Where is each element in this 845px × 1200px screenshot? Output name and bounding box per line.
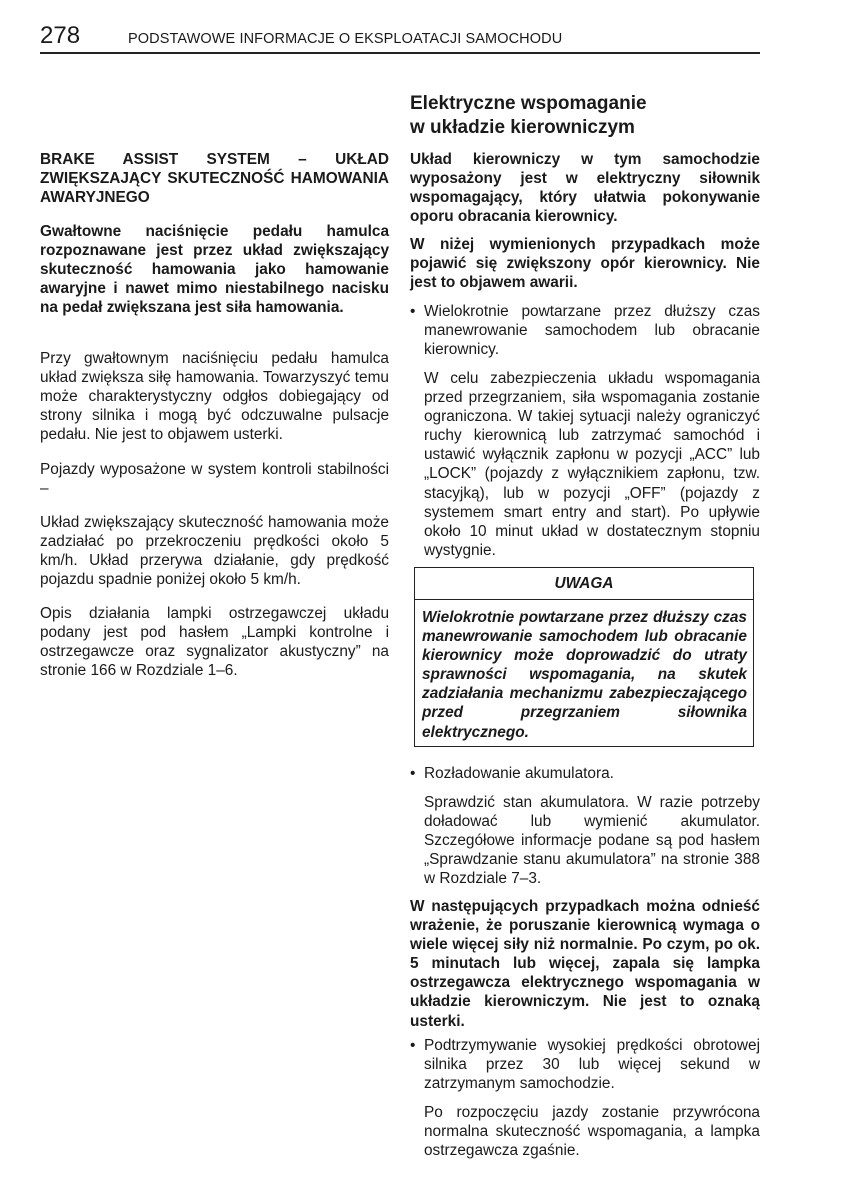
bullet-item-3 (410, 1036, 760, 1093)
brake-assist-paragraph-1: Przy gwałtownym naciśnięciu pedału hamulca układ zwiększa siłę hamowania. Towarzyszyć temu może charakterystyczny odgłos dobiegający od strony silnika i mogą być odczuwalne pulsacje pedału. Nie jest to objawem usterki. (40, 350, 389, 444)
power-steering-intro: Układ kierowniczy w tym samochodzie wyposażony jest w elektryczny siłownik wspomagający, który ułatwia pokonywanie oporu obracania kierownicy. (410, 151, 760, 226)
power-steering-cases: W niżej wymienionych przypadkach może pojawić się zwiększony opór kierownicy. Nie jest to objawem awarii. (410, 236, 760, 292)
brake-assist-paragraph-3: Układ zwiększający skuteczność hamowania może zadziałać po przekroczeniu prędkości około 5 km/h. Układ przerywa działanie, gdy prędkość pojazdu spadnie poniżej około 5 km/h. (40, 514, 389, 589)
warning-title: UWAGA (554, 575, 614, 592)
brake-assist-heading: BRAKE ASSIST SYSTEM – UKŁAD ZWIĘKSZAJĄCY SKUTECZNOŚĆ HAMOWANIA AWARYJNEGO (40, 151, 389, 207)
brake-assist-intro: Gwałtowne naciśnięcie pedału hamulca rozpoznawane jest przez układ zwiększający skuteczność hamowania jako hamowanie awaryjne i nawet mimo niestabilnego nacisku na pedał zwiększana jest siła hamowania. (40, 223, 389, 317)
bullet-item-1 (410, 302, 760, 359)
brake-assist-paragraph-2: Pojazdy wyposażone w system kontroli stabilności – (40, 461, 389, 498)
bullet-text-2: Rozładowanie akumulatora. (424, 765, 614, 782)
power-steering-notice: W następujących przypadkach można odnieść wrażenie, że poruszanie kierownicą wymaga o wiele więcej siły niż normalnie. Po czym, po ok. 5 minutach lub więcej, zapala się lampka ostrzegawcza elektrycznego wspomagania w układzie kierowniczym. Nie jest to oznaką usterki. (410, 898, 760, 1030)
running-title: PODSTAWOWE INFORMACJE O EKSPLOATACJI SAMOCHODU (128, 31, 563, 47)
bullet-3-detail: Po rozpoczęciu jazdy zostanie przywrócona normalna skuteczność wspomagania, a lampka ostrzegawcza zgaśnie. (424, 1104, 760, 1160)
bullet-item-2 (410, 764, 760, 783)
bullet-dot: • (410, 765, 416, 782)
bullet-dot: • (410, 1037, 416, 1054)
section-title-line-2: w układzie kierowniczym (410, 117, 635, 138)
warning-text: Wielokrotnie powtarzane przez dłuższy czas manewrowanie samochodem lub obracanie kierownicy może doprowadzić do utraty sprawności wspomagania, na skutek zadziałania mechanizmu zabezpieczającego przed przegrzaniem siłownika elektrycznego. (422, 609, 747, 741)
bullet-2-detail: Sprawdzić stan akumulatora. W razie potrzeby doładować lub wymienić akumulator. Szczegółowe informacje podane są pod hasłem „Sprawdzanie stanu akumulatora” na stronie 388 w Rozdziale 7–3. (424, 794, 760, 888)
warning-divider (415, 599, 753, 600)
warning-box (414, 567, 754, 747)
section-title-line-1: Elektryczne wspomaganie (410, 93, 647, 114)
bullet-text-1: Wielokrotnie powtarzane przez dłuższy czas manewrowanie samochodem lub obracanie kierownicy. (424, 303, 760, 359)
page-number: 278 (40, 22, 81, 49)
bullet-text-3: Podtrzymywanie wysokiej prędkości obrotowej silnika przez 30 lub więcej sekund w zatrzymanym samochodzie. (424, 1037, 760, 1093)
page-header (40, 22, 760, 54)
bullet-1-detail: W celu zabezpieczenia układu wspomagania przed przegrzaniem, siła wspomagania zostanie ograniczona. W takiej sytuacji należy ograniczyć ruchy kierownicą lub zatrzymać samochód i ustawić wyłącznik zapłonu w pozycji „ACC” lub „LOCK” (pojazdy z wyłącznikiem zapłonu, tzw. stacyjką), lub w pozycji „OFF” (pojazdy z systemem smart entry and start). Po upływie około 10 minut układ w dostatecznym stopniu wystygnie. (424, 370, 760, 559)
bullet-dot: • (410, 303, 416, 320)
brake-assist-paragraph-4: Opis działania lampki ostrzegawczej układu podany jest pod hasłem „Lampki kontrolne i ostrzegawcze oraz sygnalizator akustyczny” na stronie 166 w Rozdziale 1–6. (40, 605, 389, 680)
